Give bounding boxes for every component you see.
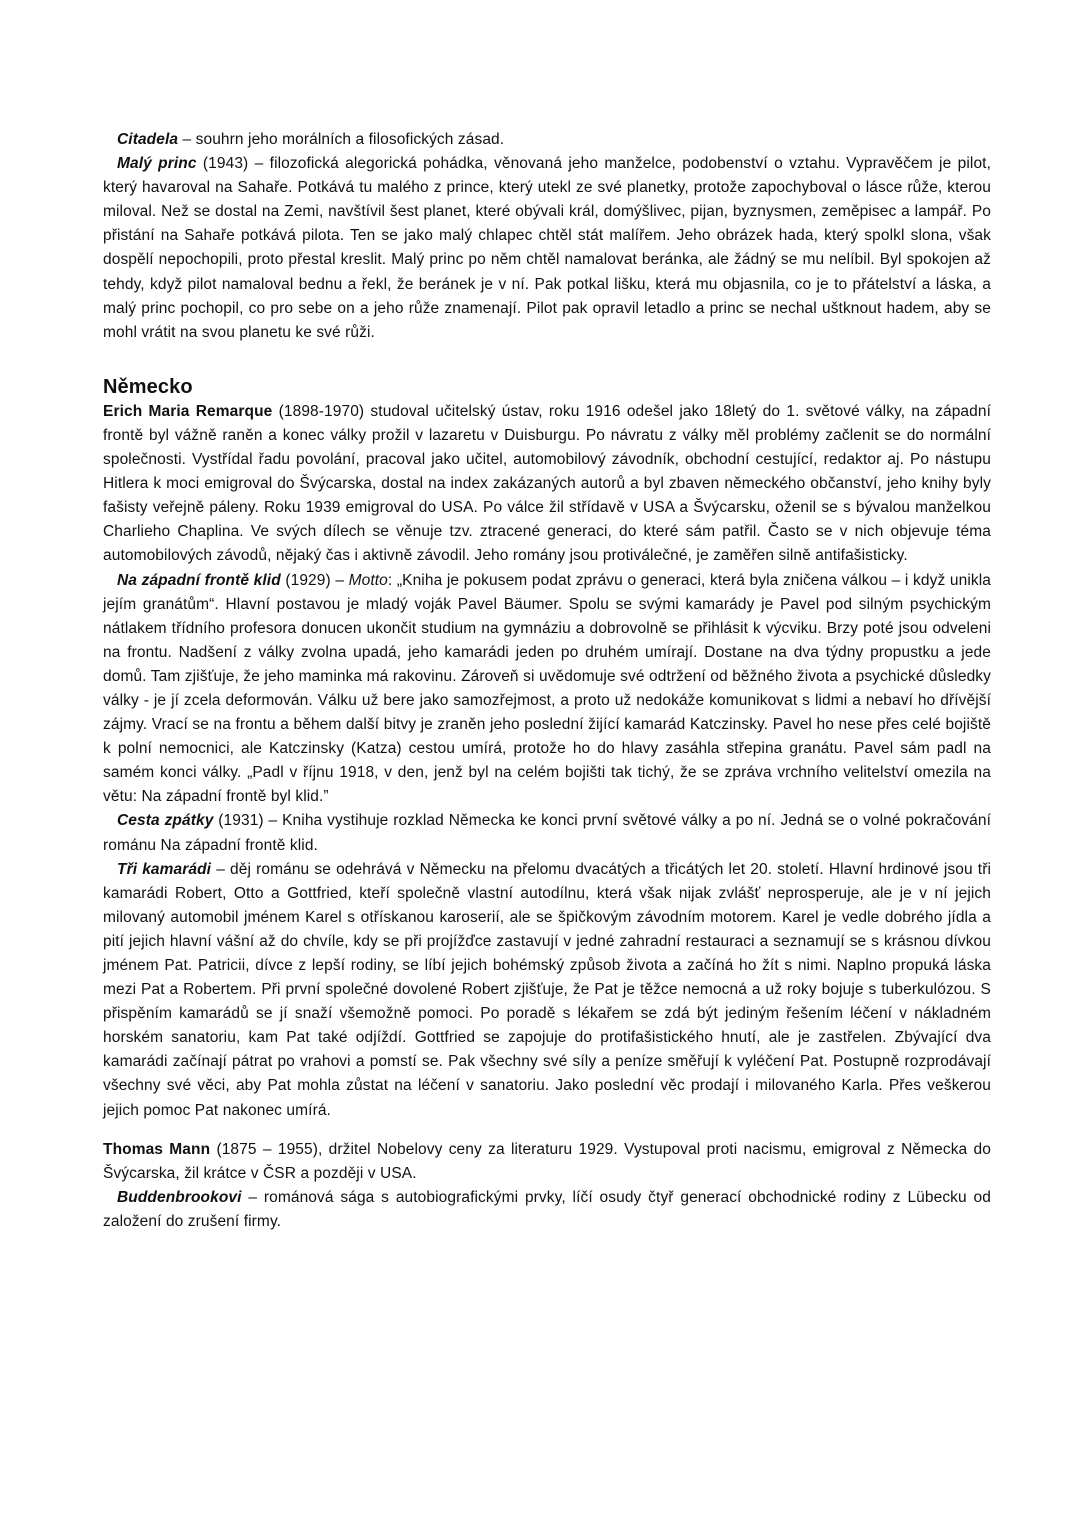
paragraph-text: (1943) – filozofická alegorická pohádka, věnovaná jeho manželce, podobenství o vztahu. Vypravěčem je pilot, který havaroval na Sahaře. Potkává tu malého z prince, který utekl ze své planetky, protože zapochyboval o lásce růže, kterou miloval. Než se dostal na Zemi, navštívil šest planet, které obývali král, domýšlivec, pijan, byznysmen, zeměpisec a lampář. Po přistání na Sahaře potkává pilota. Ten se jako malý chlapec chtěl stát malířem. Jeho obrázek hada, který spolkl slona, však dospělí nepochopili, proto přestal kreslit. Malý princ po něm chtěl namalovat beránka, ale žádný se mu nelíbil. Byl spokojen až tehdy, když pilot namaloval bednu a řekl, že beránek je v ní. Pak potkal lišku, která mu objasnila, co je to přátelství a láska, a malý princ pochopil, co pro sebe on a jeho růže znamenají. Pilot pak opravil letadlo a princ se nechal uštknout hadem, aby se mohl vrátit na svou planetu ke své růži. [103,155,991,341]
paragraph-remarque [103,400,991,569]
paragraph-spacer [103,1123,991,1138]
work-title-citadela: Citadela [117,131,179,148]
work-title-buddenbrookovi: Buddenbrookovi [117,1188,242,1206]
work-title-maly-princ: Malý princ [117,155,197,173]
motto-label: Motto [348,571,388,589]
work-title-tri-kamaradi: Tři kamarádi [117,860,212,878]
paragraph-text: – děj románu se odehrává v Německu na přelomu dvacátých a třicátých let 20. století. Hlavní hrdinové jsou tři kamarádi Robert, Otto a Gottfried, kteří společně vlastní autodílnu, která však nijak zvlášť neprosperuje, ale je v ní jejich milovaný automobil jménem Karel s otřískanou karoserií, ale se špičkovým závodním motorem. Karel je vedle dobrého jídla a pití jejich hlavní vášní až do chvíle, kdy se při projížďce zastavují v jedné zahradní restauraci a seznamují se s krásnou dívkou jménem Pat. Patricii, dívce z lepší rodiny, se líbí jejich bohémský způsob života a začíná ho žít s nimi. Naplno propuká láska mezi Pat a Robertem. Při první společné dovolené Robert zjišťuje, že Pat je těžce nemocná a už roky bojuje s tuberkulózou. S přispěním kamarádů se jí snaží všemožně pomoci. Po poradě s lékařem se zdá být jediným řešením léčení v nákladném horském sanatoriu, kam Pat také odjíždí. Gottfried se zapojuje do protifašistického hnutí, ale je zastřelen. Zbývající dva kamarádi začínají pátrat po vrahovi a pomstí se. Pak všechny své síly a peníze směřují k vyléčení Pat. Postupně rozprodávají všechny své věci, aby Pat mohla zůstat na léčení v sanatoriu. Jako poslední věc prodají i milovaného Karla. Přes veškerou jejich pomoc Pat nakonec umírá. [103,860,991,1119]
paragraph-text: – souhrn jeho morálních a filosofických zásad. [178,131,505,148]
paragraph-mann [103,1138,991,1186]
author-name-mann: Thomas Mann [103,1140,211,1158]
author-name-remarque: Erich Maria Remarque [103,402,273,420]
paragraph-text: – románová sága s autobiografickými prvky, líčí osudy čtyř generací obchodnické rodiny z Lübecku od založení do zrušení firmy. [103,1188,991,1230]
section-heading-nemecko: Německo [103,375,193,398]
paragraph-maly-princ [103,152,991,345]
paragraph-tri-kamaradi [103,858,991,1123]
work-title-cesta-zpatky: Cesta zpátky [117,812,214,830]
paragraph-text: (1931) – Kniha vystihuje rozklad Německa ke konci první světové války a po ní. Jedná se o volné pokračování románu Na západní frontě klid. [103,812,991,854]
paragraph-cesta-zpatky [103,809,991,857]
work-title-na-zapadni-fronte: Na západní frontě klid [117,571,281,589]
paragraph-text: (1875 – 1955), držitel Nobelovy ceny za literaturu 1929. Vystupoval proti nacismu, emigroval z Německa do Švýcarska, žil krátce v ČSR a později v USA. [103,1140,991,1182]
paragraph-citadela [103,128,991,152]
paragraph-text: : „Kniha je pokusem podat zprávu o generaci, která byla zničena válkou – i když unikla jejím granátům“. Hlavní postavou je mladý voják Pavel Bäumer. Spolu se svými kamarády je Pavel pod silným psychickým nátlakem třídního profesora donucen ukončit studium na gymnáziu a dobrovolně se přihlásit k výcviku. Brzy poté jsou odveleni na frontu. Nadšení z války zvolna upadá, jeho kamarádi jeden po druhém umírají. Dostane na dva týdny propustku a jede domů. Tam zjišťuje, že jeho maminka má rakovinu. Zároveň si uvědomuje své odtržení od běžného života a psychické důsledky války - je jí zcela deformován. Válku už bere jako samozřejmost, a proto už nedokáže komunikovat s lidmi a nebaví ho dřívější zájmy. Vrací se na frontu a během další bitvy je zraněn jeho poslední žijící kamarád Katczinsky. Pavel ho nese přes celé bojiště k polní nemocnici, ale Katczinsky (Katza) cestou umírá, protože ho do hlavy zasáhla střepina granátu. Pavel sám padl na samém konci války. „Padl v říjnu 1918, v den, jenž byl na celém bojišti tak tichý, že se zpráva vrchního velitelství omezila na větu: Na západní frontě byl klid.” [103,571,991,806]
paragraph-buddenbrookovi [103,1186,991,1234]
paragraph-na-zapadni-fronte [103,569,991,810]
paragraph-year: (1929) – [280,571,349,589]
paragraph-text: (1898-1970) studoval učitelský ústav, roku 1916 odešel jako 18letý do 1. světové války, na západní frontě byl vážně raněn a konec války prožil v lazaretu v Duisburgu. Po návratu z války měl problémy začlenit se do normální společnosti. Vystřídal řadu povolání, pracoval jako učitel, automobilový závodník, obchodní cestující, redaktor aj. Po nástupu Hitlera k moci emigroval do Švýcarska, dostal na index zakázaných autorů a byl zbaven německého občanství, jeho knihy byly fašisty veřejně páleny. Roku 1939 emigroval do USA. Po válce žil střídavě v USA a Švýcarsku, oženil se s bývalou manželkou Charlieho Chaplina. Ve svých dílech se věnuje tzv. ztracené generaci, do které sám patřil. Často se v nich objevuje téma automobilových závodů, nějaký čas i aktivně závodil. Jeho romány jsou protiválečné, je zaměřen silně antifašisticky. [103,402,991,565]
document-page [103,128,991,1234]
